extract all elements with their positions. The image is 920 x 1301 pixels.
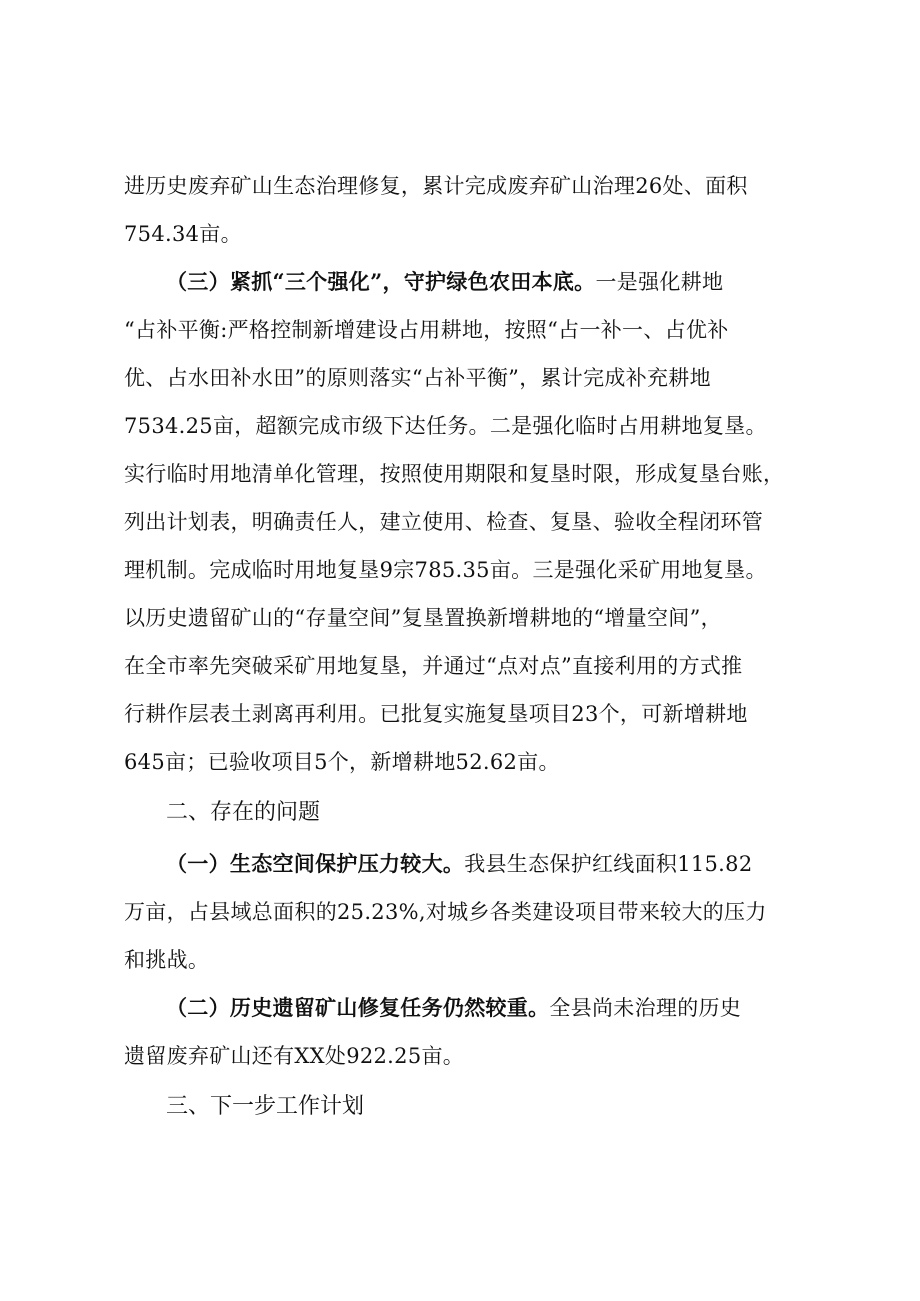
paragraph-line: 实行临时用地清单化管理，按照使用期限和复垦时限，形成复垦台账， [124, 462, 785, 486]
problem-one-paragraph-start [166, 850, 752, 878]
section-heading-problems: 二、存在的问题 [166, 800, 321, 825]
section-heading-next-steps: 三、下一步工作计划 [166, 1094, 365, 1119]
paragraph-line: 7534.25亩，超额完成市级下达任务。二是强化临时占用耕地复垦。 [124, 414, 767, 438]
problem-two-title: （二）历史遗留矿山修复任务仍然较重。 [166, 995, 550, 1020]
paragraph-line: 万亩，占县域总面积的25.23%,对城乡各类建设项目带来较大的压力 [124, 900, 767, 924]
paragraph-line: 行耕作层表土剥离再利用。已批复实施复垦项目23个，可新增耕地 [124, 702, 748, 726]
paragraph-line: 列出计划表，明确责任人，建立使用、检查、复垦、验收全程闭环管 [124, 510, 763, 534]
paragraph-text: 一是强化耕地 [595, 270, 724, 294]
paragraph-line: 遗留废弃矿山还有XX处922.25亩。 [124, 1044, 465, 1068]
paragraph-line: 优、占水田补水田”的原则落实“占补平衡”，累计完成补充耕地 [124, 366, 711, 390]
section-three-paragraph-start [166, 268, 723, 296]
paragraph-line: 和挑战。 [124, 948, 210, 972]
paragraph-text: 全县尚未治理的历史 [549, 996, 742, 1020]
paragraph-line: 进历史废弃矿山生态治理修复，累计完成废弃矿山治理26处、面积 [124, 174, 748, 198]
paragraph-text: 我县生态保护红线面积115.82 [464, 852, 753, 876]
paragraph-line: 645亩；已验收项目5个，新增耕地52.62亩。 [124, 750, 560, 774]
paragraph-line: 754.34亩。 [124, 222, 242, 246]
problem-two-paragraph-start [166, 994, 741, 1022]
paragraph-line: “占补平衡:严格控制新增建设占用耕地，按照“占一补一、占优补 [124, 318, 729, 342]
section-three-title: （三）紧抓“三个强化”，守护绿色农田本底。 [166, 269, 596, 294]
paragraph-line: 理机制。完成临时用地复垦9宗785.35亩。三是强化采矿用地复垦。 [124, 558, 767, 582]
problem-one-title: （一）生态空间保护压力较大。 [166, 851, 465, 876]
paragraph-line: 在全市率先突破采矿用地复垦，并通过“点对点”直接利用的方式推 [124, 654, 743, 678]
paragraph-line: 以历史遗留矿山的“存量空间”复垦置换新增耕地的“增量空间”， [124, 606, 722, 630]
